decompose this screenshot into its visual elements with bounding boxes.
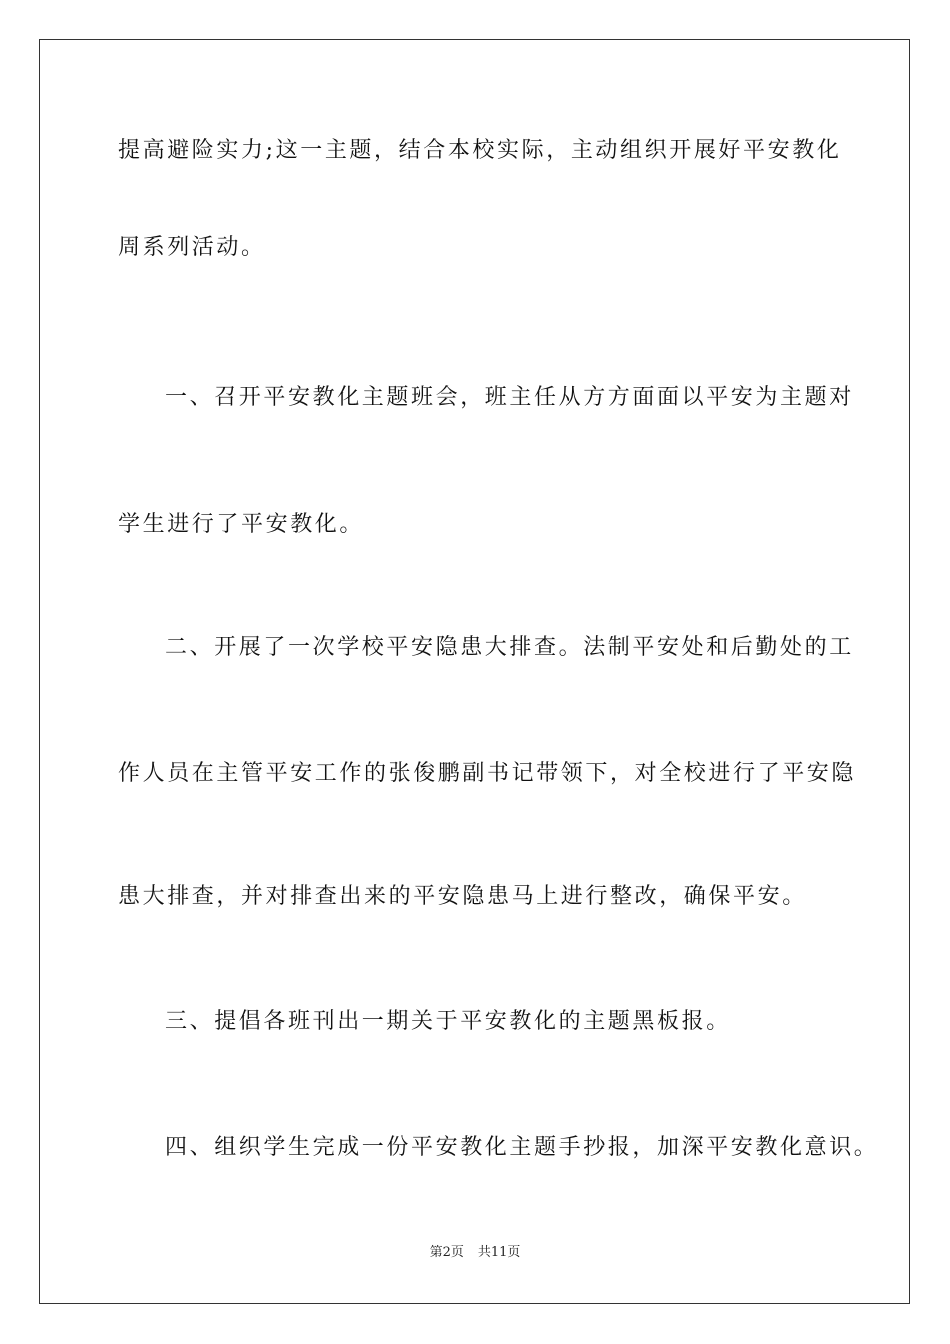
text-line: 学生进行了平安教化。 [118, 512, 365, 537]
text-line: 作人员在主管平安工作的张俊鹏副书记带领下，对全校进行了平安隐 [118, 761, 857, 786]
page-total: 共11页 [477, 1245, 521, 1260]
text-line: 提高避险实力;这一主题，结合本校实际，主动组织开展好平安教化 [118, 138, 842, 163]
text-line: 四、组织学生完成一份平安教化主题手抄报，加深平安教化意识。 [165, 1135, 879, 1160]
page-number: 第2页 [429, 1245, 464, 1260]
text-line: 周系列活动。 [118, 235, 266, 260]
text-line: 一、召开平安教化主题班会，班主任从方方面面以平安为主题对 [165, 385, 854, 410]
page-frame [39, 39, 910, 1304]
text-line: 患大排查，并对排查出来的平安隐患马上进行整改，确保平安。 [118, 884, 807, 909]
text-line: 二、开展了一次学校平安隐患大排查。法制平安处和后勤处的工 [165, 635, 854, 660]
page-footer [0, 1244, 950, 1262]
text-line: 三、提倡各班刊出一期关于平安教化的主题黑板报。 [165, 1009, 731, 1034]
